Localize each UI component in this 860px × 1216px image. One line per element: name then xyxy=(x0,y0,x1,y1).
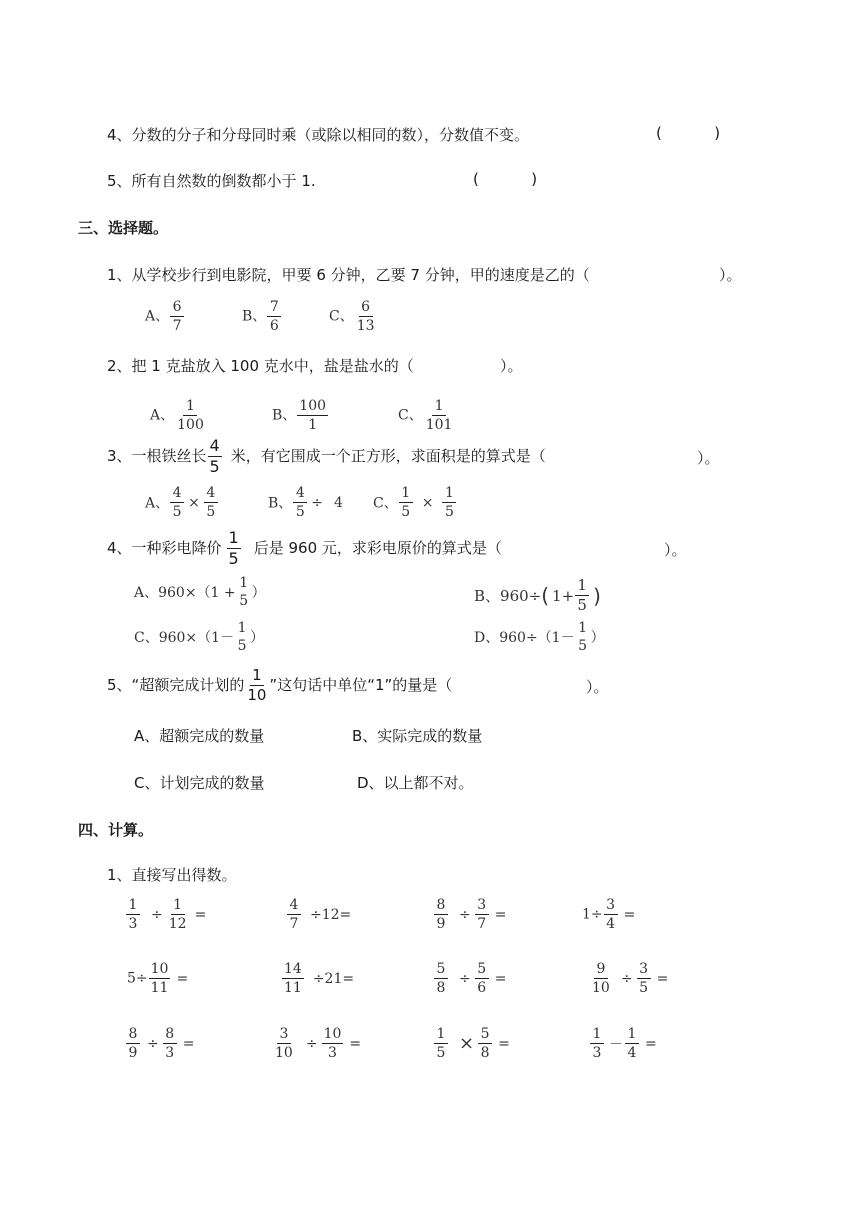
calc-3-2-operator: ÷ xyxy=(305,1035,318,1052)
q4-option-a-prefix: A、960×（1 + xyxy=(134,585,236,601)
q3-option-b-operator: ÷ xyxy=(311,494,324,511)
q1-option-c-den: 13 xyxy=(356,318,375,334)
choice-question-1 xyxy=(107,264,590,286)
calc-2-3-fraction-1 xyxy=(434,962,448,995)
q2-option-a[interactable] xyxy=(150,399,207,432)
q4-option-b-open-paren: ( xyxy=(541,583,550,608)
calc-1-3-num-1: 8 xyxy=(434,898,448,915)
q2-stem-end: ）。 xyxy=(500,357,523,375)
judgement-item-5-text: 5、所有自然数的倒数都小于 1. xyxy=(107,172,316,190)
calc-3-2-fraction-2 xyxy=(322,1027,344,1060)
calc-1-2-den: 7 xyxy=(289,916,299,932)
q4-stem-a: 4、一种彩电降价 xyxy=(107,539,222,557)
q4-option-a-suffix: ） xyxy=(251,585,266,601)
calc-2-3-equals: = xyxy=(494,970,507,987)
q3-option-b-den: 5 xyxy=(295,504,305,520)
calc-2-2-rest: ÷21= xyxy=(312,970,355,987)
q3-stem-a: 3、一根铁丝长 xyxy=(107,447,207,465)
section-3-heading: 三、选择题。 xyxy=(78,219,169,237)
q3-option-b-label: B、 xyxy=(268,495,293,512)
q1-option-c-label: C、 xyxy=(329,308,354,325)
q4-option-d-fraction xyxy=(576,621,590,653)
q5-option-c[interactable]: C、计划完成的数量 xyxy=(134,774,265,792)
calc-1-3 xyxy=(433,898,506,931)
calc-3-1-fraction-1 xyxy=(126,1027,140,1060)
calc-2-4-operator: ÷ xyxy=(620,970,633,987)
calc-1-1-fraction-2 xyxy=(167,898,189,931)
q4-option-c-num: 1 xyxy=(237,620,247,636)
q2-stem: 2、把 1 克盐放入 100 克水中，盐是盐水的（ xyxy=(107,357,414,375)
q3-option-a-den-1: 5 xyxy=(172,504,182,520)
q2-option-c-fraction xyxy=(424,399,455,432)
calc-2-4-num-2: 3 xyxy=(637,962,651,979)
calc-3-3-num-1: 1 xyxy=(434,1027,448,1044)
calc-2-4-den-2: 5 xyxy=(639,980,649,996)
q2-option-a-label: A、 xyxy=(150,407,175,424)
calc-2-3 xyxy=(433,962,506,995)
calc-2-1-equals: = xyxy=(176,970,189,987)
q3-option-a-label: A、 xyxy=(145,495,170,512)
q4-option-b-num: 1 xyxy=(575,578,589,596)
q1-option-a[interactable] xyxy=(145,300,185,333)
q4-option-b-den: 5 xyxy=(577,596,587,614)
calc-3-2-num-1: 3 xyxy=(277,1027,291,1044)
q4-option-a-den: 5 xyxy=(239,593,249,609)
calc-1-1-fraction-1 xyxy=(126,898,140,931)
judgement-item-5-answer-blank[interactable]: ( ) xyxy=(473,170,538,188)
q1-option-b-fraction xyxy=(267,300,281,333)
q4-option-c-den: 5 xyxy=(237,638,247,654)
calc-3-2-den-1: 10 xyxy=(275,1045,293,1061)
calc-3-1-num-2: 8 xyxy=(163,1027,177,1044)
q3-stem-end: ）。 xyxy=(697,449,720,467)
calc-2-1-den: 11 xyxy=(150,980,169,996)
calc-3-3-fraction-2 xyxy=(478,1027,492,1060)
q3-option-c-operator: × xyxy=(421,494,434,511)
q3-option-a[interactable] xyxy=(145,486,219,519)
calc-1-3-den-1: 9 xyxy=(436,916,446,932)
calc-1-3-equals: = xyxy=(494,906,507,923)
q3-option-c-label: C、 xyxy=(373,495,398,512)
q2-option-b-fraction xyxy=(297,399,328,432)
q3-option-c-fraction-1 xyxy=(399,486,413,519)
calc-1-1 xyxy=(125,898,206,931)
q2-option-c-num: 1 xyxy=(432,399,446,416)
calc-3-4 xyxy=(589,1027,657,1060)
calc-2-3-fraction-2 xyxy=(475,962,489,995)
q3-option-a-den-2: 5 xyxy=(206,504,216,520)
q4-option-b-prefix: B、960÷ xyxy=(474,587,542,605)
q3-stem-fraction-den: 5 xyxy=(209,457,220,476)
calc-2-4-fraction-1 xyxy=(590,962,612,995)
calc-1-1-num-2: 1 xyxy=(171,898,185,915)
q5-stem-fraction-den: 10 xyxy=(247,686,267,704)
q4-stem-end: ）。 xyxy=(664,541,687,559)
q4-option-b-mid: 1+ xyxy=(552,586,575,605)
q4-option-d-suffix: ） xyxy=(590,630,605,646)
q2-option-c-label: C、 xyxy=(398,407,423,424)
q5-stem-b: ”这句话中单位“1”的量是（ xyxy=(269,676,453,694)
q1-option-b-label: B、 xyxy=(242,308,267,325)
section-4-sub-1: 1、直接写出得数。 xyxy=(107,866,237,884)
q4-option-b-close-paren: ) xyxy=(593,583,601,608)
q2-option-b-label: B、 xyxy=(272,407,297,424)
q3-option-a-num-2: 4 xyxy=(204,486,218,503)
q1-option-c-num: 6 xyxy=(359,300,373,317)
calc-2-1 xyxy=(127,962,188,995)
calc-2-4-den-1: 10 xyxy=(592,980,610,996)
q3-option-c-num-1: 1 xyxy=(399,486,413,503)
calc-2-3-operator: ÷ xyxy=(459,970,471,987)
judgement-item-5 xyxy=(107,170,316,192)
calc-3-4-fraction-2 xyxy=(625,1027,639,1060)
calc-2-3-den-2: 6 xyxy=(477,980,487,996)
choice-question-5 xyxy=(107,668,452,703)
calc-2-2-den: 11 xyxy=(284,980,302,996)
judgement-item-4-answer-blank[interactable]: ( ) xyxy=(656,124,721,142)
calc-2-4-num-1: 9 xyxy=(594,962,608,979)
q4-option-a-num: 1 xyxy=(239,575,249,591)
calc-1-1-operator: ÷ xyxy=(151,906,163,923)
calc-3-1-den-1: 9 xyxy=(128,1045,138,1061)
choice-question-3 xyxy=(107,438,546,475)
calc-2-2-num: 14 xyxy=(284,961,302,977)
q5-option-b[interactable]: B、实际完成的数量 xyxy=(352,727,483,745)
calc-1-3-fraction-1 xyxy=(434,898,448,931)
q1-option-b-den: 6 xyxy=(269,318,279,334)
choice-question-4 xyxy=(107,530,502,567)
q2-option-b-num: 100 xyxy=(299,398,327,414)
calc-2-2-fraction xyxy=(282,962,304,995)
q4-option-b[interactable] xyxy=(474,578,601,613)
q2-option-c-den: 101 xyxy=(425,417,453,433)
q3-stem-fraction xyxy=(208,438,222,475)
calc-3-2-num-2: 10 xyxy=(323,1026,342,1042)
q4-option-d-num: 1 xyxy=(578,620,588,636)
q4-option-c-fraction xyxy=(235,621,249,653)
calc-1-2-rest: ÷12= xyxy=(310,906,352,923)
calc-2-2 xyxy=(281,962,354,995)
q3-stem-fraction-num: 4 xyxy=(209,436,220,455)
calc-3-3-operator: × xyxy=(459,1033,475,1054)
q1-stem: 1、从学校步行到电影院，甲要 6 分钟，乙要 7 分钟，甲的速度是乙的（ xyxy=(107,266,590,284)
q4-option-d-den: 5 xyxy=(578,638,588,654)
q3-option-c[interactable] xyxy=(373,486,457,519)
calc-2-4 xyxy=(589,962,668,995)
calc-3-4-fraction-1 xyxy=(590,1027,604,1060)
q3-option-c-den-1: 5 xyxy=(401,504,411,520)
q5-stem-a: 5、“超额完成计划的 xyxy=(107,676,245,694)
calc-3-1-operator: ÷ xyxy=(147,1035,159,1052)
calc-3-4-num-2: 1 xyxy=(625,1027,639,1044)
q2-option-b[interactable] xyxy=(272,399,329,432)
q5-stem-fraction-num: 1 xyxy=(250,668,264,686)
calc-1-4 xyxy=(582,898,635,931)
q3-option-b-fraction xyxy=(293,486,307,519)
q2-option-b-den: 1 xyxy=(308,417,318,433)
calc-3-4-equals: = xyxy=(645,1035,657,1052)
calc-3-1-den-2: 3 xyxy=(165,1045,175,1061)
calc-3-2-fraction-1 xyxy=(273,1027,295,1060)
q5-stem-end: ）。 xyxy=(586,678,609,696)
q3-option-a-operator: × xyxy=(188,494,200,511)
q4-option-d[interactable] xyxy=(474,621,605,653)
calc-3-1-equals: = xyxy=(182,1035,195,1052)
q3-option-c-den-2: 5 xyxy=(444,504,454,520)
q5-option-d[interactable]: D、以上都不对。 xyxy=(357,774,474,792)
calc-3-4-den-1: 3 xyxy=(592,1045,602,1061)
q4-stem-fraction xyxy=(227,530,241,567)
q1-option-c-fraction xyxy=(355,300,377,333)
q4-option-b-fraction xyxy=(575,578,589,613)
calc-3-2-equals: = xyxy=(349,1035,362,1052)
calc-3-2 xyxy=(272,1027,361,1060)
q1-option-a-num: 6 xyxy=(170,300,184,317)
calc-1-2 xyxy=(286,898,351,931)
q1-option-a-den: 7 xyxy=(172,318,182,334)
q3-stem-b: 米，有它围成一个正方形，求面积是的算式是（ xyxy=(230,447,546,465)
q3-option-a-fraction-2 xyxy=(204,486,218,519)
calc-1-1-den-2: 12 xyxy=(168,916,187,932)
calc-1-2-fraction xyxy=(287,898,301,931)
q2-option-a-den: 100 xyxy=(177,417,204,433)
judgement-item-4-text: 4、分数的分子和分母同时乘（或除以相同的数），分数值不变。 xyxy=(107,126,530,144)
calc-1-3-operator: ÷ xyxy=(459,906,471,923)
calc-1-4-fraction xyxy=(604,898,618,931)
q1-option-a-label: A、 xyxy=(145,308,170,325)
q4-stem-b: 后是 960 元，求彩电原价的算式是（ xyxy=(253,539,502,557)
calc-3-3 xyxy=(433,1027,510,1060)
q3-option-c-num-2: 1 xyxy=(442,486,456,503)
calc-1-4-num: 3 xyxy=(604,898,618,915)
q2-option-c[interactable] xyxy=(398,399,455,432)
calc-2-3-num-1: 5 xyxy=(434,962,448,979)
calc-1-1-den-1: 3 xyxy=(128,916,138,932)
q3-option-c-fraction-2 xyxy=(442,486,456,519)
q3-option-a-num-1: 4 xyxy=(170,486,184,503)
calc-1-4-den: 4 xyxy=(606,916,616,932)
calc-3-4-den-2: 4 xyxy=(627,1045,637,1061)
q4-option-d-prefix: D、960÷（1－ xyxy=(474,630,575,646)
calc-3-3-num-2: 5 xyxy=(478,1027,492,1044)
q4-option-a-fraction xyxy=(237,576,251,608)
calc-2-3-den-1: 8 xyxy=(436,980,446,996)
calc-2-1-prefix: 5÷ xyxy=(127,970,148,987)
calc-3-1-num-1: 8 xyxy=(126,1027,140,1044)
q2-option-a-num: 1 xyxy=(183,399,197,416)
q1-stem-end: ）。 xyxy=(719,266,742,284)
calc-1-3-num-2: 3 xyxy=(475,898,489,915)
calc-2-1-fraction xyxy=(149,962,171,995)
calc-1-2-num: 4 xyxy=(287,898,301,915)
q1-option-c[interactable] xyxy=(329,300,378,333)
section-4-heading: 四、计算。 xyxy=(78,821,154,839)
calc-1-1-num-1: 1 xyxy=(126,898,140,915)
q1-option-b-num: 7 xyxy=(267,300,281,317)
calc-3-4-operator: － xyxy=(609,1036,623,1053)
calc-3-4-num-1: 1 xyxy=(590,1027,604,1044)
q4-option-c[interactable] xyxy=(134,621,264,653)
calc-1-4-equals: = xyxy=(623,906,636,923)
calc-3-3-fraction-1 xyxy=(434,1027,448,1060)
q5-option-a[interactable]: A、超额完成的数量 xyxy=(134,727,265,745)
q4-stem-fraction-num: 1 xyxy=(228,528,239,547)
q1-option-b[interactable] xyxy=(242,300,282,333)
calc-3-3-equals: = xyxy=(498,1035,510,1052)
calc-2-3-num-2: 5 xyxy=(475,962,489,979)
q4-stem-fraction-den: 5 xyxy=(228,549,239,568)
calc-3-3-den-1: 5 xyxy=(436,1045,446,1061)
q3-option-b-divisor: 4 xyxy=(334,494,343,511)
calc-1-3-den-2: 7 xyxy=(477,916,487,932)
q4-option-c-suffix: ） xyxy=(250,630,265,646)
q1-option-a-fraction xyxy=(170,300,184,333)
choice-question-2 xyxy=(107,355,414,377)
calc-2-4-fraction-2 xyxy=(637,962,651,995)
calc-2-4-equals: = xyxy=(656,970,669,987)
calc-3-2-den-2: 3 xyxy=(328,1045,337,1061)
q2-option-a-fraction xyxy=(175,399,206,432)
calc-3-1-fraction-2 xyxy=(163,1027,177,1060)
calc-1-1-equals: = xyxy=(194,906,207,923)
calc-3-3-den-2: 8 xyxy=(480,1045,490,1061)
judgement-item-4 xyxy=(107,124,529,146)
q5-stem-fraction xyxy=(245,668,268,703)
q3-option-b-num: 4 xyxy=(293,486,307,503)
q4-option-a[interactable] xyxy=(134,576,266,608)
calc-2-1-num: 10 xyxy=(150,961,169,977)
calc-1-3-fraction-2 xyxy=(475,898,489,931)
q3-option-a-fraction-1 xyxy=(170,486,184,519)
calc-1-4-prefix: 1÷ xyxy=(582,906,603,923)
calc-3-1 xyxy=(125,1027,194,1060)
q3-option-b[interactable] xyxy=(268,486,343,519)
q4-option-c-prefix: C、960×（1－ xyxy=(134,630,235,646)
